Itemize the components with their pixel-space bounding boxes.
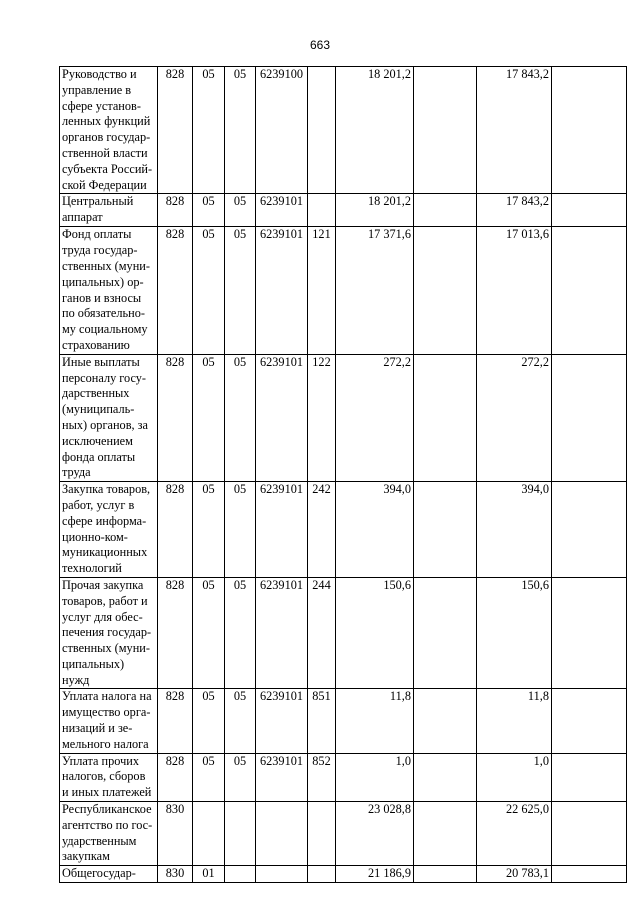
ministry-code: 828 <box>158 67 193 194</box>
ministry-code: 828 <box>158 354 193 481</box>
subsection-code: 05 <box>225 482 256 578</box>
target-article-code: 6239101 <box>256 689 308 753</box>
row-name: Уплата прочих налогов, сборов и иных платежей <box>60 753 158 801</box>
row-name: Закупка товаров, работ, услуг в сфере информа- ционно-ком- муникационных технологий <box>60 482 158 578</box>
empty-column-10 <box>552 802 627 866</box>
empty-column-8 <box>414 67 477 194</box>
amount-year2: 1,0 <box>477 753 552 801</box>
expense-kind-code: 851 <box>308 689 336 753</box>
row-name: Прочая закупка товаров, работ и услуг для обес- печения государ- ственных (муни- ципальных) нужд <box>60 577 158 689</box>
row-name: Общегосудар- <box>60 866 158 883</box>
page-number: 663 <box>309 38 331 52</box>
subsection-code: 05 <box>225 577 256 689</box>
expense-kind-code: 242 <box>308 482 336 578</box>
amount-year1: 17 371,6 <box>336 227 414 354</box>
amount-year1: 1,0 <box>336 753 414 801</box>
target-article-code <box>256 866 308 883</box>
empty-column-10 <box>552 67 627 194</box>
expense-kind-code <box>308 67 336 194</box>
table-row <box>60 227 627 354</box>
row-name: Центральный аппарат <box>60 194 158 227</box>
subsection-code: 05 <box>225 689 256 753</box>
row-name: Руководство и управление в сфере установ- ленных функций органов государ- ственной власти субъекта Россий- ской Федерации <box>60 67 158 194</box>
empty-column-10 <box>552 866 627 883</box>
expense-kind-code <box>308 802 336 866</box>
empty-column-10 <box>552 194 627 227</box>
table-row <box>60 67 627 194</box>
table-row <box>60 866 627 883</box>
empty-column-10 <box>552 689 627 753</box>
amount-year1: 21 186,9 <box>336 866 414 883</box>
section-code: 01 <box>193 866 225 883</box>
target-article-code: 6239101 <box>256 354 308 481</box>
section-code: 05 <box>193 482 225 578</box>
amount-year2: 272,2 <box>477 354 552 481</box>
target-article-code: 6239101 <box>256 194 308 227</box>
table-row <box>60 482 627 578</box>
amount-year2: 394,0 <box>477 482 552 578</box>
subsection-code <box>225 866 256 883</box>
amount-year2: 17 843,2 <box>477 194 552 227</box>
empty-column-8 <box>414 802 477 866</box>
expense-kind-code: 244 <box>308 577 336 689</box>
row-name: Уплата налога на имущество орга- низаций и зе- мельного налога <box>60 689 158 753</box>
empty-column-8 <box>414 689 477 753</box>
section-code: 05 <box>193 354 225 481</box>
subsection-code: 05 <box>225 67 256 194</box>
subsection-code <box>225 802 256 866</box>
expense-kind-code: 122 <box>308 354 336 481</box>
empty-column-8 <box>414 577 477 689</box>
section-code: 05 <box>193 67 225 194</box>
amount-year1: 394,0 <box>336 482 414 578</box>
amount-year2: 17 013,6 <box>477 227 552 354</box>
section-code <box>193 802 225 866</box>
amount-year1: 272,2 <box>336 354 414 481</box>
empty-column-8 <box>414 227 477 354</box>
ministry-code: 828 <box>158 577 193 689</box>
ministry-code: 830 <box>158 866 193 883</box>
amount-year2: 150,6 <box>477 577 552 689</box>
row-name: Республиканское агентство по гос- ударственным закупкам <box>60 802 158 866</box>
section-code: 05 <box>193 227 225 354</box>
table-row <box>60 753 627 801</box>
ministry-code: 828 <box>158 689 193 753</box>
expense-kind-code <box>308 194 336 227</box>
amount-year1: 150,6 <box>336 577 414 689</box>
empty-column-8 <box>414 866 477 883</box>
expense-kind-code <box>308 866 336 883</box>
subsection-code: 05 <box>225 753 256 801</box>
empty-column-8 <box>414 354 477 481</box>
amount-year1: 11,8 <box>336 689 414 753</box>
target-article-code: 6239101 <box>256 227 308 354</box>
table-row <box>60 577 627 689</box>
ministry-code: 828 <box>158 753 193 801</box>
table-row <box>60 689 627 753</box>
amount-year1: 18 201,2 <box>336 194 414 227</box>
target-article-code <box>256 802 308 866</box>
amount-year1: 23 028,8 <box>336 802 414 866</box>
ministry-code: 828 <box>158 194 193 227</box>
empty-column-8 <box>414 194 477 227</box>
section-code: 05 <box>193 577 225 689</box>
amount-year2: 22 625,0 <box>477 802 552 866</box>
amount-year2: 17 843,2 <box>477 67 552 194</box>
ministry-code: 828 <box>158 482 193 578</box>
empty-column-10 <box>552 753 627 801</box>
empty-column-10 <box>552 354 627 481</box>
ministry-code: 828 <box>158 227 193 354</box>
table-row <box>60 354 627 481</box>
row-name: Фонд оплаты труда государ- ственных (муни- ципальных) ор- ганов и взносы по обязательно- му социальному страхованию <box>60 227 158 354</box>
section-code: 05 <box>193 194 225 227</box>
expense-kind-code: 852 <box>308 753 336 801</box>
subsection-code: 05 <box>225 194 256 227</box>
target-article-code: 6239100 <box>256 67 308 194</box>
amount-year1: 18 201,2 <box>336 67 414 194</box>
empty-column-8 <box>414 482 477 578</box>
table-row <box>60 802 627 866</box>
target-article-code: 6239101 <box>256 577 308 689</box>
subsection-code: 05 <box>225 354 256 481</box>
empty-column-8 <box>414 753 477 801</box>
ministry-code: 830 <box>158 802 193 866</box>
target-article-code: 6239101 <box>256 753 308 801</box>
table-row <box>60 194 627 227</box>
expense-kind-code: 121 <box>308 227 336 354</box>
empty-column-10 <box>552 577 627 689</box>
amount-year2: 11,8 <box>477 689 552 753</box>
empty-column-10 <box>552 482 627 578</box>
row-name: Иные выплаты персоналу госу- дарственных (муниципаль- ных) органов, за исключением фонда оплаты труда <box>60 354 158 481</box>
subsection-code: 05 <box>225 227 256 354</box>
empty-column-10 <box>552 227 627 354</box>
section-code: 05 <box>193 689 225 753</box>
budget-table <box>59 66 627 883</box>
amount-year2: 20 783,1 <box>477 866 552 883</box>
section-code: 05 <box>193 753 225 801</box>
target-article-code: 6239101 <box>256 482 308 578</box>
